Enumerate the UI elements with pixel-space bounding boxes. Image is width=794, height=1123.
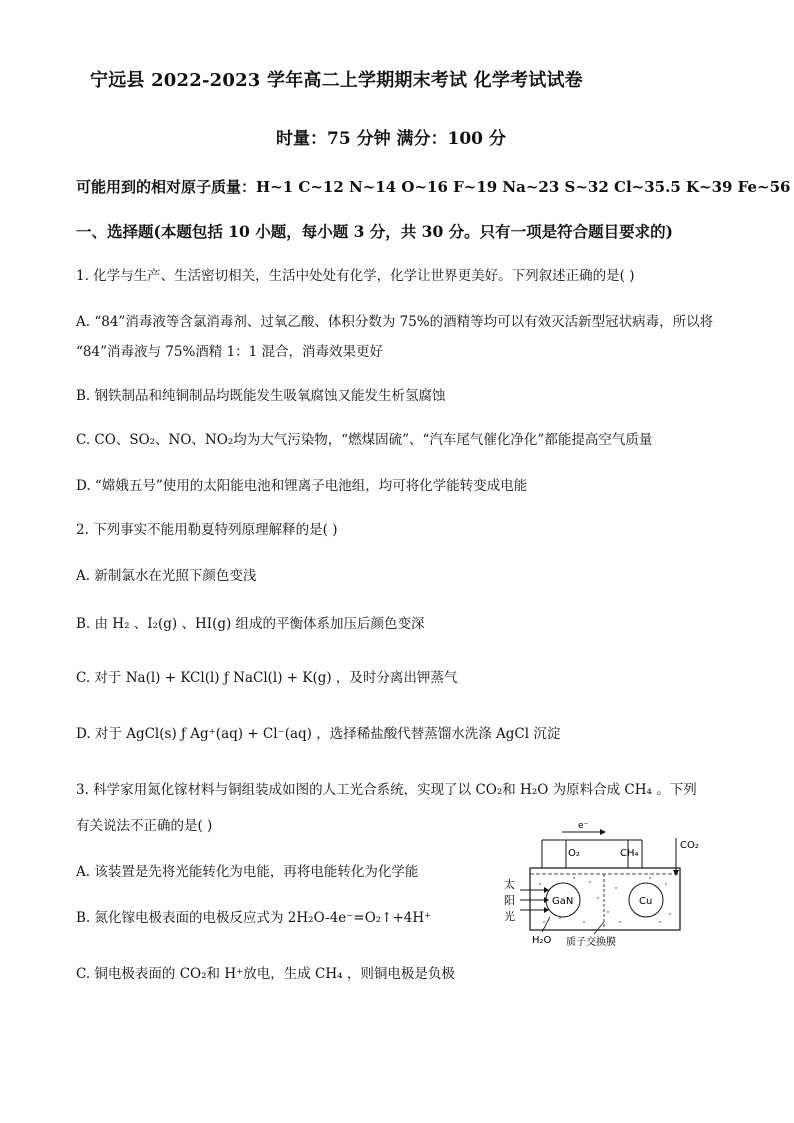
sunlight-arrows — [520, 890, 544, 910]
exam-time-info: 时量：75 分钟 满分：100 分 — [276, 129, 506, 149]
q1-option-a-line2: “84”消毒液与 75%酒精 1：1 混合，消毒效果更好 — [76, 344, 384, 360]
q3-option-a: A. 该装置是先将光能转化为电能，再将电能转化为化学能 — [76, 864, 419, 880]
q3-stem-line2: 有关说法不正确的是( ) — [76, 818, 213, 834]
q1-option-d: D. “嫦娥五号”使用的太阳能电池和锂离子电池组，均可将化学能转变成电能 — [76, 478, 528, 494]
section-title: 一、选择题(本题包括 10 小题，每小题 3 分，共 30 分。只有一项是符合题目要求的) — [76, 222, 673, 241]
q2-option-c: C. 对于 Na(l) + KCl(l) ƒ NaCl(l) + K(g) ，及时分离出钾蒸气 — [76, 670, 458, 686]
q3-option-b: B. 氮化镓电极表面的电极反应式为 2H₂O-4e⁻=O₂↑+4H⁺ — [76, 910, 432, 926]
exam-title: 宁远县 2022-2023 学年高二上学期期末考试 化学考试试卷 — [90, 70, 583, 91]
sunlight-char-2: 阳 — [504, 894, 515, 907]
h2o-label: H₂O — [532, 935, 552, 946]
q2-option-d: D. 对于 AgCl(s) ƒ Ag⁺(aq) + Cl⁻(aq) ，选择稀盐酸代替蒸馏水洗涤 AgCl 沉淀 — [76, 726, 561, 742]
cu-label: Cu — [639, 896, 653, 907]
gan-label: GaN — [552, 896, 574, 907]
q2-stem: 2. 下列事实不能用勒夏特列原理解释的是( ) — [76, 522, 338, 538]
q2-option-b: B. 由 H₂ 、I₂(g) 、HI(g) 组成的平衡体系加压后颜色变深 — [76, 616, 425, 632]
q1-stem: 1. 化学与生产、生活密切相关，生活中处处有化学，化学让世界更美好。下列叙述正确的是( ) — [76, 268, 635, 284]
co2-label: CO₂ — [680, 840, 699, 851]
q1-option-b: B. 钢铁制品和纯铜制品均既能发生吸氧腐蚀又能发生析氢腐蚀 — [76, 388, 446, 404]
q1-option-c: C. CO、SO₂、NO、NO₂均为大气污染物，“燃煤固硫”、“汽车尾气催化净化”都能提高空气质量 — [76, 432, 653, 448]
atomic-mass-line: 可能用到的相对原子质量：H~1 C~12 N~14 O~16 F~19 Na~23 S~32 Cl~35.5 K~39 Fe~56 — [76, 178, 791, 196]
o2-label: O₂ — [568, 848, 580, 859]
q3-option-c: C. 铜电极表面的 CO₂和 H⁺放电，生成 CH₄ ，则铜电极是负极 — [76, 966, 455, 982]
sunlight-char-1: 太 — [504, 878, 515, 891]
ch4-label: CH₄ — [620, 848, 639, 859]
q1-option-a-line1: A. “84”消毒液等含氯消毒剂、过氧乙酸、体积分数为 75%的酒精等均可以有效灭活新型冠状病毒，所以将 — [76, 314, 714, 330]
q2-option-a: A. 新制氯水在光照下颜色变浅 — [76, 568, 257, 584]
electron-label: e⁻ — [578, 821, 589, 831]
q3-stem-line1: 3. 科学家用氮化镓材料与铜组装成如图的人工光合系统，实现了以 CO₂和 H₂O 为原料合成 CH₄ 。下列 — [76, 782, 697, 798]
photosynthesis-diagram — [500, 818, 710, 948]
sunlight-char-3: 光 — [504, 910, 515, 923]
membrane-label: 质子交换膜 — [566, 937, 616, 948]
